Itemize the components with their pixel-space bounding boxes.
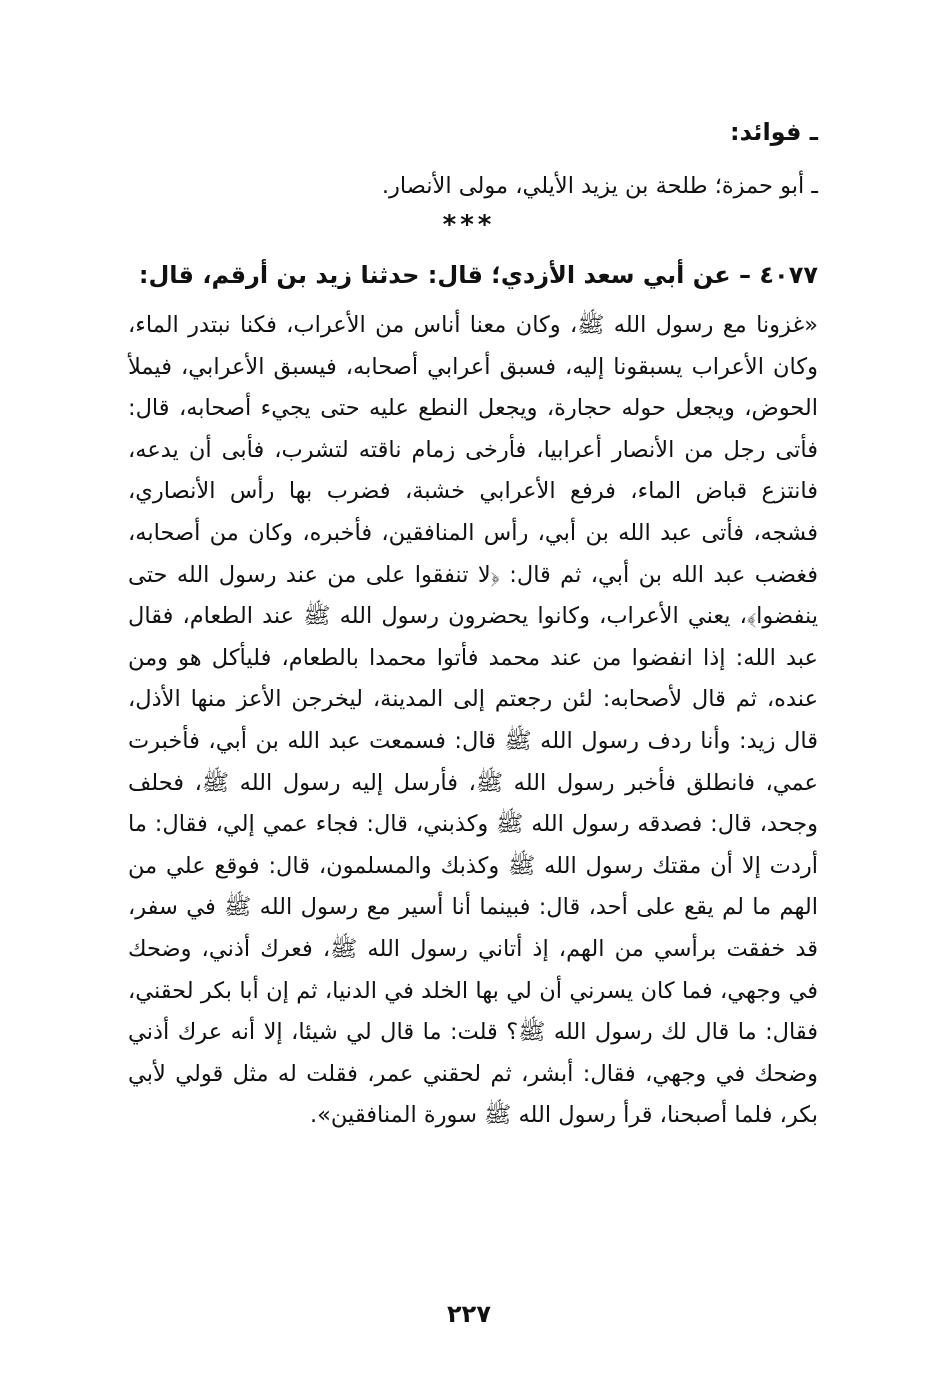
fawaid-item: ـ أبو حمزة؛ طلحة بن يزيد الأيلي، مولى الأنصار. <box>381 173 818 199</box>
section-separator: *** <box>442 210 496 240</box>
page-number: ٢٢٧ <box>447 1300 491 1328</box>
hadith-intro: ٤٠٧٧ – عن أبي سعد الأزدي؛ قال: حدثنا زيد بن أرقم، قال: <box>138 261 818 289</box>
hadith-text: «غزونا مع رسول الله ﷺ، وكان معنا أناس من الأعراب، فكنا نبتدر الماء، وكان الأعراب يسبقونا إليه، فسبق أعرابي أصحابه، فيسبق الأعرابي، فيملأ الحوض، ويجعل حوله حجارة، ويجعل النطع عليه حتى يجيء أصحابه، قال: فأتى رجل من الأنصار أعرابيا، فأرخى زمام ناقته لتشرب، فأبى أن يدعه، فانتزع قباض الماء، فرفع الأعرابي خشبة، فضرب بها رأس الأنصاري، فشجه، فأتى عبد الله بن أبي، رأس المنافقين، فأخبره، وكان من أصحابه، فغضب عبد الله بن أبي، ثم قال: ﴿لا تنفقوا على من عند رسول الله حتى ينفضوا﴾، يعني الأعراب، وكانوا يحضرون رسول الله ﷺ عند الطعام، فقال عبد الله: إذا انفضوا من عند محمد فأتوا محمدا بالطعام، فليأكل هو ومن عنده، ثم قال لأصحابه: لئن رجعتم إلى المدينة، ليخرجن الأعز منها الأذل، قال زيد: وأنا ردف رسول الله ﷺ قال: فسمعت عبد الله بن أبي، فأخبرت عمي، فانطلق فأخبر رسول الله ﷺ، فأرسل إليه رسول الله ﷺ، فحلف وجحد، قال: فصدقه رسول الله ﷺ وكذبني، قال: فجاء عمي إلي، فقال: ما أردت إلا أن مقتك رسول الله ﷺ وكذبك والمسلمون، قال: فوقع علي من الهم ما لم يقع على أحد، قال: فبينما أنا أسير مع رسول الله ﷺ في سفر، قد خفقت برأسي من الهم، إذ أتاني رسول الله ﷺ، فعرك أذني، وضحك في وجهي، فما كان يسرني أن لي بها الخلد في الدنيا، ثم إن أبا بكر لحقني، فقال: ما قال لك رسول الله ﷺ؟ قلت: ما قال لي شيئا، إلا أنه عرك أذني وضحك في وجهي، فقال: أبشر، ثم لحقني عمر، فقلت له مثل قولي لأبي بكر، فلما أصبحنا، قرأ رسول الله ﷺ سورة المنافقين». <box>128 312 818 1129</box>
fawaid-heading: ـ فوائد: <box>729 118 818 146</box>
